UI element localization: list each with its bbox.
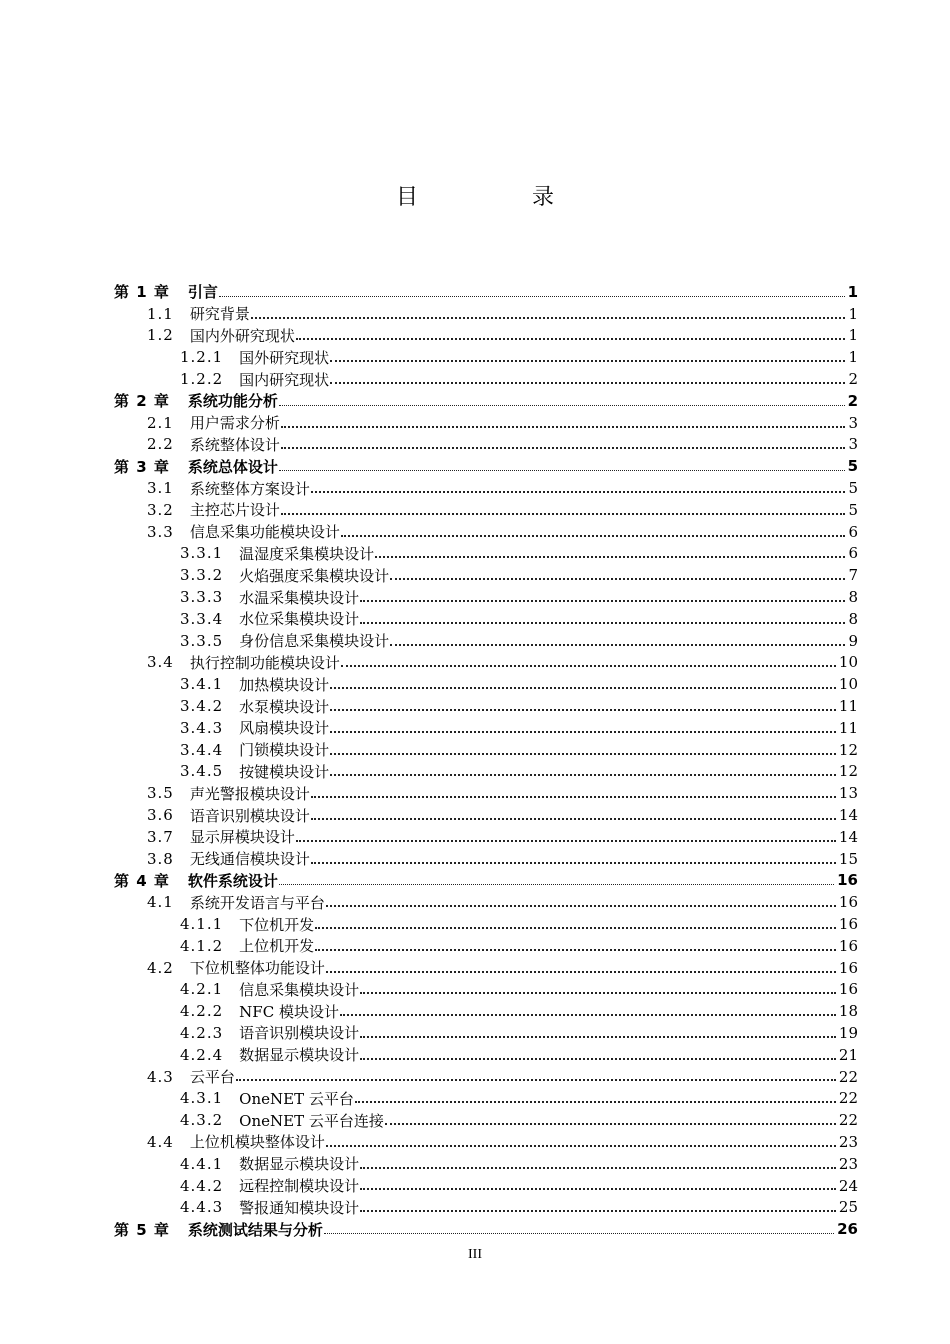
toc-entry-page: 7 (848, 566, 858, 585)
toc-dot-leader (311, 482, 846, 493)
toc-entry-number: 3.2 (147, 500, 174, 519)
toc-section-entry[interactable] (0, 412, 950, 434)
toc-dot-leader (360, 1158, 836, 1169)
toc-entry-number: 4.1.1 (180, 915, 224, 933)
toc-section-entry[interactable] (0, 826, 950, 848)
toc-dot-leader (324, 1224, 834, 1234)
toc-dot-leader (360, 1049, 836, 1060)
toc-chapter-entry[interactable] (0, 390, 950, 412)
toc-chapter-entry[interactable] (0, 281, 950, 303)
toc-entry-title: 语音识别模块设计 (239, 1024, 360, 1043)
toc-section-entry[interactable] (0, 957, 950, 979)
toc-entry-title: 声光警报模块设计 (189, 784, 310, 803)
toc-dot-leader (330, 351, 845, 362)
toc-entry-page: 5 (847, 457, 858, 476)
toc-section-entry[interactable] (0, 608, 950, 630)
toc-entry-number: 4.2.2 (180, 1002, 224, 1021)
toc-dot-leader (375, 547, 845, 558)
toc-section-entry[interactable] (0, 543, 950, 565)
toc-entry-number: 1.1 (147, 304, 174, 323)
toc-dot-leader (360, 591, 845, 602)
toc-entry-page: 1 (848, 304, 858, 323)
toc-section-entry[interactable] (0, 325, 950, 347)
toc-entry-title: 信息采集模块设计 (239, 980, 360, 999)
toc-section-entry[interactable] (0, 564, 950, 586)
toc-entry-page: 26 (837, 1220, 858, 1239)
toc-entry-number: 4.4.3 (180, 1198, 224, 1217)
toc-entry-title: 风扇模块设计 (239, 719, 330, 738)
toc-section-entry[interactable] (0, 346, 950, 368)
toc-entry-page: 24 (838, 1176, 858, 1195)
toc-entry-title: 信息采集功能模块设计 (189, 523, 340, 542)
toc-section-entry[interactable] (0, 652, 950, 674)
toc-entry-number: 3.3.4 (180, 609, 224, 628)
toc-entry-number: 4.4.2 (180, 1176, 224, 1195)
toc-entry-number: 3.7 (147, 827, 174, 846)
toc-dot-leader (330, 678, 836, 689)
toc-dot-leader (315, 940, 836, 951)
toc-section-entry[interactable] (0, 1131, 950, 1153)
toc-entry-number: 3.5 (147, 784, 174, 803)
toc-section-entry[interactable] (0, 434, 950, 456)
toc-entry-page: 2 (847, 391, 858, 410)
toc-entry-title: 警报通知模块设计 (239, 1198, 360, 1217)
toc-section-entry[interactable] (0, 586, 950, 608)
toc-entry-page: 25 (838, 1198, 858, 1217)
toc-dot-leader (330, 765, 836, 776)
toc-entry-title: 远程控制模块设计 (239, 1177, 360, 1196)
toc-entry-page: 23 (838, 1154, 858, 1173)
toc-entry-page: 19 (838, 1023, 858, 1042)
toc-dot-leader (360, 1201, 836, 1212)
toc-dot-leader (360, 613, 845, 624)
toc-entry-number: 4.2.4 (180, 1045, 224, 1064)
toc-section-entry[interactable] (0, 761, 950, 783)
toc-entry-title: 下位机整体功能设计 (189, 959, 325, 978)
toc-entry-number: 3.4 (147, 653, 174, 672)
toc-dot-leader (219, 287, 845, 297)
toc-entry-page: 6 (848, 522, 858, 541)
toc-entry-number: 第 3 章 (114, 457, 170, 476)
toc-section-entry[interactable] (0, 804, 950, 826)
toc-dot-leader (279, 461, 845, 471)
toc-title: 目 录 (395, 185, 600, 210)
toc-section-entry[interactable] (0, 1196, 950, 1218)
toc-section-entry[interactable] (0, 673, 950, 695)
toc-entry-title: 门锁模块设计 (239, 741, 330, 760)
toc-entry-title: 上位机开发 (239, 937, 315, 956)
toc-entry-number: 2.2 (147, 435, 174, 454)
toc-section-entry[interactable] (0, 630, 950, 652)
toc-entry-page: 12 (838, 762, 858, 781)
toc-entry-page: 16 (837, 871, 858, 890)
toc-section-entry[interactable] (0, 477, 950, 499)
toc-entry-title: 下位机开发 (239, 915, 315, 934)
toc-entry-page: 16 (838, 915, 858, 933)
toc-entry-page: 3 (848, 435, 858, 454)
toc-entry-number: 4.3.1 (180, 1089, 224, 1108)
toc-section-entry[interactable] (0, 979, 950, 1001)
toc-entry-title: 系统功能分析 (187, 392, 278, 411)
toc-entry-page: 16 (838, 958, 858, 977)
toc-dot-leader (341, 656, 836, 667)
toc-entry-title: 系统开发语言与平台 (189, 893, 325, 912)
toc-entry-title: 语音识别模块设计 (189, 806, 310, 825)
toc-dot-leader (326, 896, 836, 907)
toc-entry-title: 云平台 (189, 1068, 235, 1087)
toc-dot-leader (360, 1179, 836, 1190)
toc-dot-leader (330, 722, 836, 733)
toc-section-entry[interactable] (0, 1087, 950, 1109)
toc-entry-title: 系统整体方案设计 (189, 479, 310, 498)
toc-section-entry[interactable] (0, 935, 950, 957)
toc-entry-page: 8 (848, 588, 858, 607)
toc-entry-title: OneNET 云平台 (239, 1089, 354, 1108)
toc-section-entry[interactable] (0, 368, 950, 390)
toc-dot-leader (281, 504, 846, 515)
toc-entry-page: 21 (838, 1045, 858, 1064)
toc-entry-page: 3 (848, 413, 858, 432)
toc-dot-leader (355, 1092, 836, 1103)
toc-section-entry[interactable] (0, 1044, 950, 1066)
toc-dot-leader (311, 809, 836, 820)
toc-entry-title: 执行控制功能模块设计 (189, 653, 340, 672)
toc-entry-title: 系统整体设计 (189, 435, 280, 454)
toc-entry-number: 2.1 (147, 413, 174, 432)
toc-entry-page: 14 (838, 806, 858, 825)
toc-entry-page: 10 (838, 675, 858, 694)
toc-dot-leader (340, 1005, 836, 1016)
toc-entry-number: 3.6 (147, 806, 174, 825)
toc-entry-number: 4.4 (147, 1132, 174, 1151)
toc-entry-page: 16 (838, 980, 858, 999)
toc-entry-number: 1.2.1 (180, 348, 224, 367)
toc-entry-page: 15 (838, 849, 858, 868)
toc-dot-leader (390, 569, 845, 580)
toc-chapter-entry[interactable] (0, 870, 950, 892)
toc-section-entry[interactable] (0, 1000, 950, 1022)
toc-dot-leader (390, 635, 845, 646)
toc-section-entry[interactable] (0, 499, 950, 521)
toc-entry-title: 火焰强度采集模块设计 (239, 566, 390, 585)
toc-dot-leader (281, 438, 846, 449)
toc-dot-leader (281, 417, 846, 428)
toc-dot-leader (360, 983, 836, 994)
toc-section-entry[interactable] (0, 1022, 950, 1044)
toc-entry-number: 3.8 (147, 849, 174, 868)
toc-entry-title: 加热模块设计 (239, 675, 330, 694)
toc-entry-title: 水位采集模块设计 (239, 610, 360, 629)
toc-entry-title: 引言 (187, 283, 218, 302)
toc-dot-leader (311, 853, 836, 864)
toc-entry-number: 4.3.2 (180, 1111, 224, 1130)
toc-section-entry[interactable] (0, 739, 950, 761)
toc-entry-title: 用户需求分析 (189, 414, 280, 433)
toc-dot-leader (315, 918, 836, 929)
toc-dot-leader (330, 373, 845, 384)
toc-entry-number: 1.2 (147, 326, 174, 345)
toc-entry-number: 4.4.1 (180, 1154, 224, 1173)
toc-entry-page: 13 (838, 784, 858, 803)
toc-dot-leader (330, 744, 836, 755)
toc-entry-page: 1 (847, 282, 858, 301)
toc-entry-page: 16 (838, 893, 858, 912)
toc-entry-number: 1.2.2 (180, 370, 224, 389)
toc-entry-number: 第 2 章 (114, 392, 170, 411)
toc-section-entry[interactable] (0, 913, 950, 935)
toc-entry-page: 11 (838, 718, 858, 737)
toc-entry-page: 1 (848, 348, 858, 367)
toc-entry-title: 国内研究现状 (239, 370, 330, 389)
toc-entry-title: NFC 模块设计 (239, 1002, 339, 1021)
toc-entry-number: 3.1 (147, 479, 174, 498)
toc-dot-leader (341, 526, 846, 537)
table-of-contents (0, 281, 950, 1240)
toc-entry-number: 4.1 (147, 893, 174, 912)
page-number: III (468, 1247, 482, 1262)
toc-dot-leader (279, 396, 845, 406)
toc-entry-number: 3.4.5 (180, 762, 224, 781)
toc-entry-title: 温湿度采集模块设计 (239, 544, 375, 563)
toc-entry-number: 3.3.1 (180, 544, 224, 563)
toc-entry-page: 22 (838, 1067, 858, 1086)
toc-dot-leader (236, 1070, 836, 1081)
toc-entry-page: 5 (848, 500, 858, 519)
toc-entry-number: 4.2 (147, 958, 174, 977)
toc-entry-title: 无线通信模块设计 (189, 850, 310, 869)
toc-dot-leader (296, 831, 836, 842)
toc-section-entry[interactable] (0, 717, 950, 739)
toc-section-entry[interactable] (0, 695, 950, 717)
toc-entry-page: 11 (838, 697, 858, 716)
toc-entry-title: 水温采集模块设计 (239, 588, 360, 607)
toc-entry-page: 18 (838, 1002, 858, 1021)
toc-entry-number: 3.3 (147, 522, 174, 541)
toc-chapter-entry[interactable] (0, 455, 950, 477)
toc-section-entry[interactable] (0, 782, 950, 804)
toc-section-entry[interactable] (0, 1153, 950, 1175)
toc-entry-number: 4.1.2 (180, 936, 224, 955)
toc-entry-page: 14 (838, 827, 858, 846)
toc-entry-number: 4.3 (147, 1067, 174, 1086)
toc-entry-number: 3.3.5 (180, 631, 224, 650)
toc-entry-title: 系统测试结果与分析 (187, 1220, 323, 1239)
toc-entry-title: 身份信息采集模块设计 (239, 632, 390, 651)
toc-section-entry[interactable] (0, 521, 950, 543)
toc-entry-title: 研究背景 (189, 305, 250, 324)
toc-dot-leader (279, 875, 834, 885)
toc-entry-title: 主控芯片设计 (189, 501, 280, 520)
toc-entry-title: 系统总体设计 (187, 457, 278, 476)
toc-entry-page: 6 (848, 544, 858, 563)
toc-entry-page: 16 (838, 936, 858, 955)
toc-section-entry[interactable] (0, 891, 950, 913)
toc-section-entry[interactable] (0, 1066, 950, 1088)
toc-dot-leader (326, 962, 836, 973)
toc-section-entry[interactable] (0, 303, 950, 325)
toc-section-entry[interactable] (0, 1109, 950, 1131)
toc-entry-title: OneNET 云平台连接 (239, 1111, 384, 1130)
toc-entry-title: 数据显示模块设计 (239, 1046, 360, 1065)
toc-dot-leader (296, 329, 846, 340)
toc-entry-page: 22 (838, 1089, 858, 1108)
toc-entry-title: 数据显示模块设计 (239, 1155, 360, 1174)
toc-entry-page: 12 (838, 740, 858, 759)
toc-dot-leader (385, 1114, 836, 1125)
toc-entry-number: 第 4 章 (114, 871, 170, 890)
toc-entry-title: 按键模块设计 (239, 762, 330, 781)
toc-entry-page: 1 (848, 326, 858, 345)
toc-entry-number: 3.4.2 (180, 697, 224, 716)
toc-entry-title: 上位机模块整体设计 (189, 1133, 325, 1152)
toc-entry-number: 3.4.1 (180, 675, 224, 694)
toc-dot-leader (330, 700, 836, 711)
toc-entry-title: 显示屏模块设计 (189, 828, 295, 847)
toc-entry-title: 软件系统设计 (187, 871, 278, 890)
toc-entry-title: 水泵模块设计 (239, 697, 330, 716)
toc-entry-number: 3.4.3 (180, 718, 224, 737)
toc-dot-leader (251, 308, 846, 319)
toc-entry-page: 22 (838, 1111, 858, 1130)
toc-entry-number: 4.2.3 (180, 1023, 224, 1042)
toc-section-entry[interactable] (0, 1175, 950, 1197)
toc-entry-title: 国内外研究现状 (189, 326, 295, 345)
toc-entry-number: 4.2.1 (180, 980, 224, 999)
toc-chapter-entry[interactable] (0, 1218, 950, 1240)
toc-entry-number: 第 5 章 (114, 1220, 170, 1239)
toc-entry-page: 23 (838, 1132, 858, 1151)
toc-entry-page: 8 (848, 609, 858, 628)
toc-dot-leader (326, 1136, 836, 1147)
toc-entry-page: 5 (848, 479, 858, 498)
toc-dot-leader (311, 787, 836, 798)
toc-entry-page: 10 (838, 653, 858, 672)
toc-entry-number: 3.4.4 (180, 740, 224, 759)
toc-entry-number: 3.3.3 (180, 588, 224, 607)
toc-entry-page: 2 (848, 370, 858, 389)
toc-entry-page: 9 (848, 631, 858, 650)
toc-entry-number: 3.3.2 (180, 566, 224, 585)
toc-dot-leader (360, 1027, 836, 1038)
toc-section-entry[interactable] (0, 848, 950, 870)
toc-entry-title: 国外研究现状 (239, 348, 330, 367)
toc-entry-number: 第 1 章 (114, 283, 170, 302)
